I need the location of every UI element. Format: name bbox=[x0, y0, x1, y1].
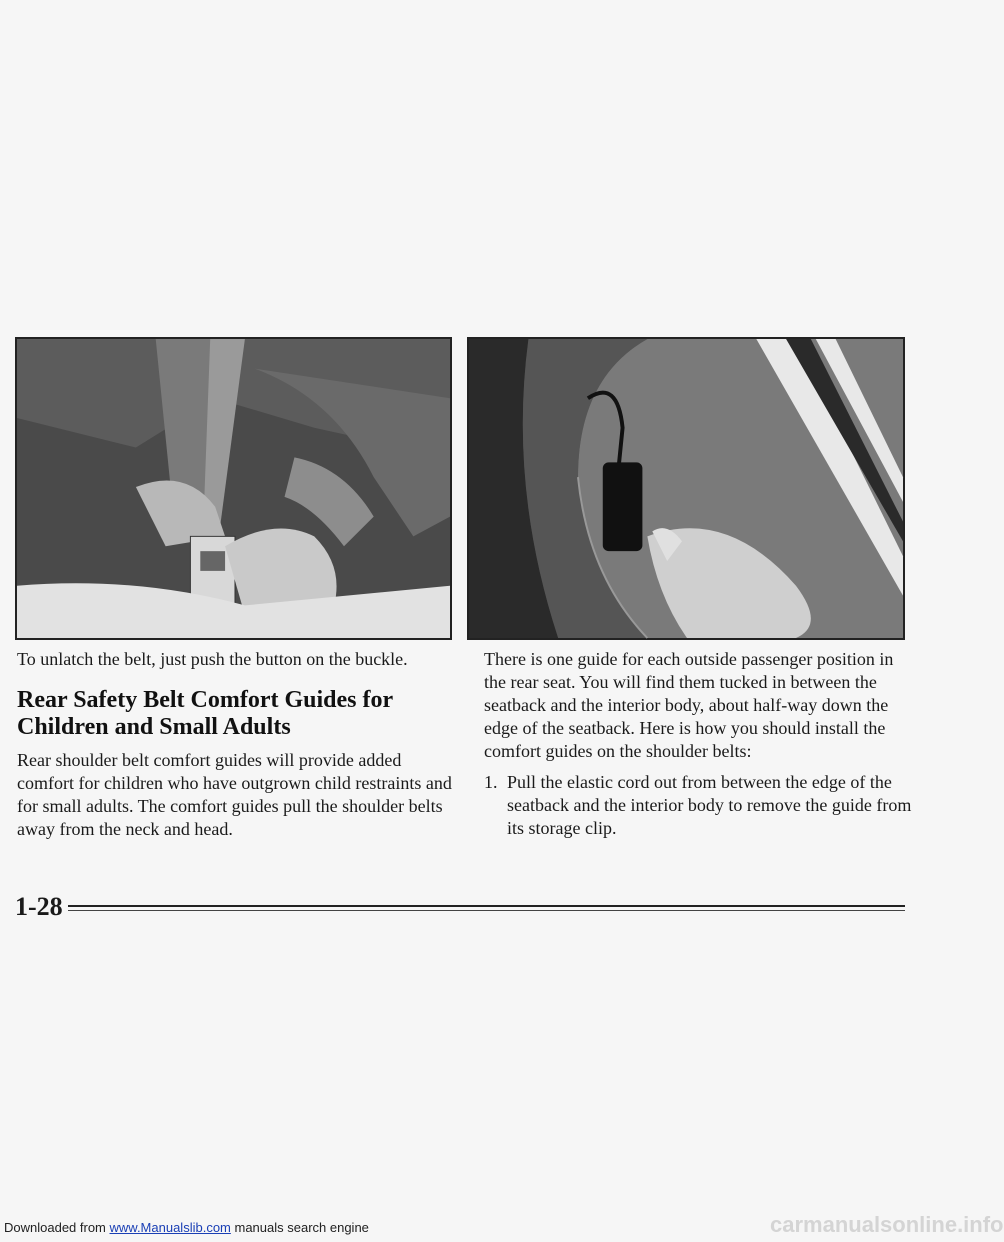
footer-suffix: manuals search engine bbox=[230, 1220, 369, 1235]
page-number: 1-28 bbox=[15, 892, 63, 921]
comfort-guide-illustration bbox=[467, 337, 905, 640]
section-heading: Rear Safety Belt Comfort Guides for Children and Small Adults bbox=[17, 687, 393, 740]
divider bbox=[68, 910, 905, 911]
manualslib-link[interactable]: www.Manualslib.com bbox=[109, 1220, 231, 1235]
buckle-illustration bbox=[15, 337, 452, 640]
divider bbox=[68, 905, 905, 907]
right-column bbox=[484, 648, 914, 840]
step-number: 1. bbox=[484, 772, 498, 792]
intro-paragraph: There is one guide for each outside passenger position in the rear seat. You will find them tucked in between the seatback and the interior body, about half-way down the edge of the seatback. Here is how you should install the comfort guides on the shoulder belts: bbox=[484, 649, 894, 761]
list-item bbox=[484, 771, 914, 840]
footer-prefix: Downloaded from bbox=[4, 1220, 110, 1235]
section-paragraph: Rear shoulder belt comfort guides will provide added comfort for children who have outgrown child restraints and for small adults. The comfort guides pull the shoulder belts away from the neck and head. bbox=[17, 750, 452, 839]
step-text: Pull the elastic cord out from between the edge of the seatback and the interior body to remove the guide from its storage clip. bbox=[507, 772, 912, 838]
image-caption: To unlatch the belt, just push the button on the buckle. bbox=[17, 649, 408, 669]
download-footer bbox=[4, 1220, 369, 1235]
watermark: carmanualsonline.info bbox=[770, 1212, 1004, 1237]
left-column bbox=[17, 648, 457, 841]
